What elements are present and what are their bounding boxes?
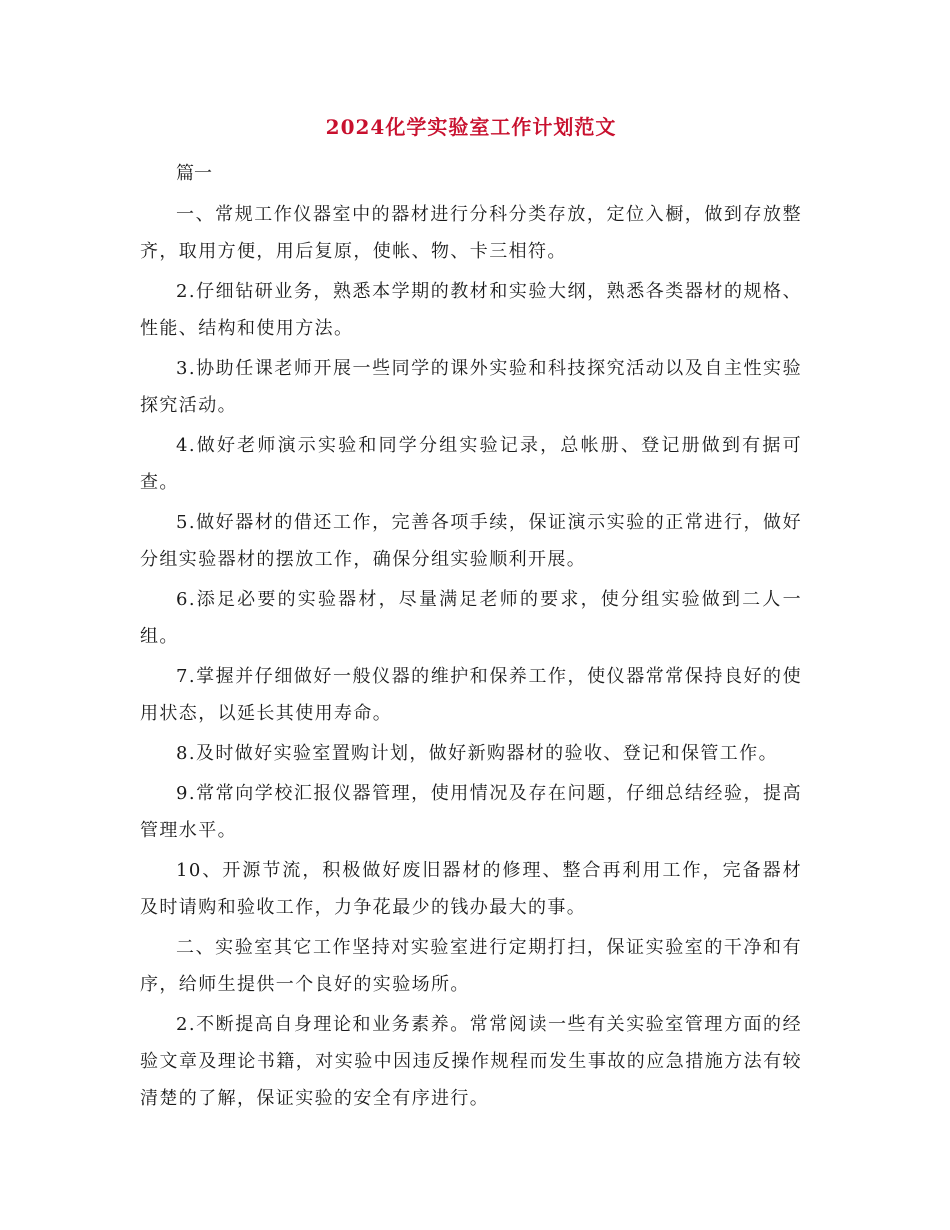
paragraph-3: 3.协助任课老师开展一些同学的课外实验和科技探究活动以及自主性实验探究活动。 bbox=[140, 358, 802, 416]
paragraph-7: 7.掌握并仔细做好一般仪器的维护和保养工作，使仪器常常保持良好的使用状态，以延长其使用寿命。 bbox=[140, 666, 802, 724]
section-label: 篇一 bbox=[176, 163, 212, 184]
paragraph-10: 10、开源节流，积极做好废旧器材的修理、整合再利用工作，完备器材及时请购和验收工作，力争花最少的钱办最大的事。 bbox=[140, 860, 802, 918]
paragraph-2: 2.仔细钻研业务，熟悉本学期的教材和实验大纲，熟悉各类器材的规格、性能、结构和使用方法。 bbox=[140, 281, 802, 339]
paragraph-6: 6.添足必要的实验器材，尽量满足老师的要求，使分组实验做到二人一组。 bbox=[140, 589, 802, 647]
paragraph-9: 9.常常向学校汇报仪器管理，使用情况及存在问题，仔细总结经验，提高管理水平。 bbox=[140, 783, 802, 841]
paragraph-12: 2.不断提高自身理论和业务素养。常常阅读一些有关实验室管理方面的经验文章及理论书籍，对实验中因违反操作规程而发生事故的应急措施方法有较清楚的了解，保证实验的安全有序进行。 bbox=[140, 1014, 802, 1109]
paragraph-1: 一、常规工作仪器室中的器材进行分科分类存放，定位入橱，做到存放整齐，取用方便，用后复原，使帐、物、卡三相符。 bbox=[140, 204, 802, 262]
document-title: 2024化学实验室工作计划范文 bbox=[325, 115, 617, 139]
paragraph-11: 二、实验室其它工作坚持对实验室进行定期打扫，保证实验室的干净和有序，给师生提供一个良好的实验场所。 bbox=[140, 937, 802, 995]
paragraph-8: 8.及时做好实验室置购计划，做好新购器材的验收、登记和保管工作。 bbox=[176, 743, 778, 764]
paragraph-5: 5.做好器材的借还工作，完善各项手续，保证演示实验的正常进行，做好分组实验器材的摆放工作，确保分组实验顺利开展。 bbox=[140, 512, 802, 570]
paragraph-4: 4.做好老师演示实验和同学分组实验记录，总帐册、登记册做到有据可查。 bbox=[140, 435, 802, 493]
